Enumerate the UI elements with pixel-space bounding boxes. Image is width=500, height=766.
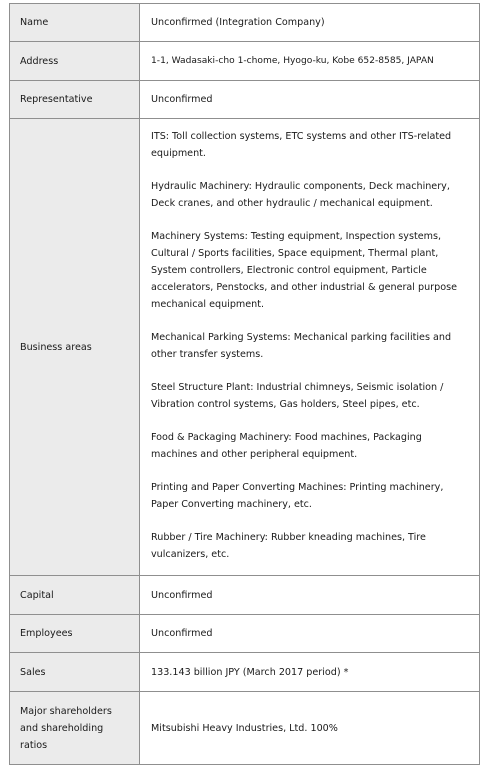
row-label: Capital — [10, 576, 140, 614]
value-text: Unconfirmed — [151, 94, 213, 105]
table-row-capital — [10, 576, 480, 615]
table-row-shareholders — [10, 692, 480, 765]
value-text: Unconfirmed (Integration Company) — [151, 17, 325, 28]
row-value — [140, 42, 480, 80]
business-area-paragraph: Food & Packaging Machinery: Food machines, Packaging machines and other peripheral equipment. — [151, 432, 422, 460]
row-value — [140, 692, 480, 764]
table-row-name — [10, 4, 480, 42]
business-area-paragraph: ITS: Toll collection systems, ETC systems and other ITS-related equipment. — [151, 131, 452, 159]
row-label: Major shareholders and shareholding ratios — [10, 692, 140, 764]
row-label: Representative — [10, 81, 140, 118]
row-value — [140, 576, 480, 614]
row-label: Employees — [10, 615, 140, 652]
table-row-address — [10, 42, 480, 81]
business-area-paragraph: Mechanical Parking Systems: Mechanical parking facilities and other transfer systems. — [151, 332, 452, 360]
value-text: Unconfirmed — [151, 628, 213, 639]
table-row-sales — [10, 653, 480, 692]
row-label: Sales — [10, 653, 140, 691]
row-value — [140, 615, 480, 652]
business-area-paragraph: Printing and Paper Converting Machines: Printing machinery, Paper Converting machinery, etc. — [151, 482, 444, 510]
row-value — [140, 653, 480, 691]
company-profile-table — [9, 3, 480, 765]
row-value — [140, 119, 480, 575]
business-area-paragraph: Steel Structure Plant: Industrial chimneys, Seismic isolation / Vibration control systems, Gas holders, Steel pipes, etc. — [151, 382, 444, 410]
table-row-business-areas — [10, 119, 480, 576]
row-value — [140, 81, 480, 118]
business-area-paragraph: Rubber / Tire Machinery: Rubber kneading machines, Tire vulcanizers, etc. — [151, 532, 426, 560]
row-value — [140, 4, 480, 41]
value-text: Mitsubishi Heavy Industries, Ltd. 100% — [151, 722, 338, 734]
value-text: Unconfirmed — [151, 589, 213, 601]
table-row-representative — [10, 81, 480, 119]
business-area-paragraph: Machinery Systems: Testing equipment, Inspection systems, Cultural / Sports facilities, Space equipment, Thermal plant, System controllers, Electronic control equipment, Particle accelerators, Penstocks, and other industrial & general purpose mechanical equipment. — [151, 231, 457, 310]
business-area-paragraph: Hydraulic Machinery: Hydraulic components, Deck machinery, Deck cranes, and other hydraulic / mechanical equipment. — [151, 181, 450, 209]
row-label: Address — [10, 42, 140, 80]
value-text: 133.143 billion JPY (March 2017 period) * — [151, 666, 349, 678]
value-text: 1-1, Wadasaki-cho 1-chome, Hyogo-ku, Kobe 652-8585, JAPAN — [151, 55, 434, 66]
row-label: Name — [10, 4, 140, 41]
table-row-employees — [10, 615, 480, 653]
row-label: Business areas — [10, 119, 140, 575]
